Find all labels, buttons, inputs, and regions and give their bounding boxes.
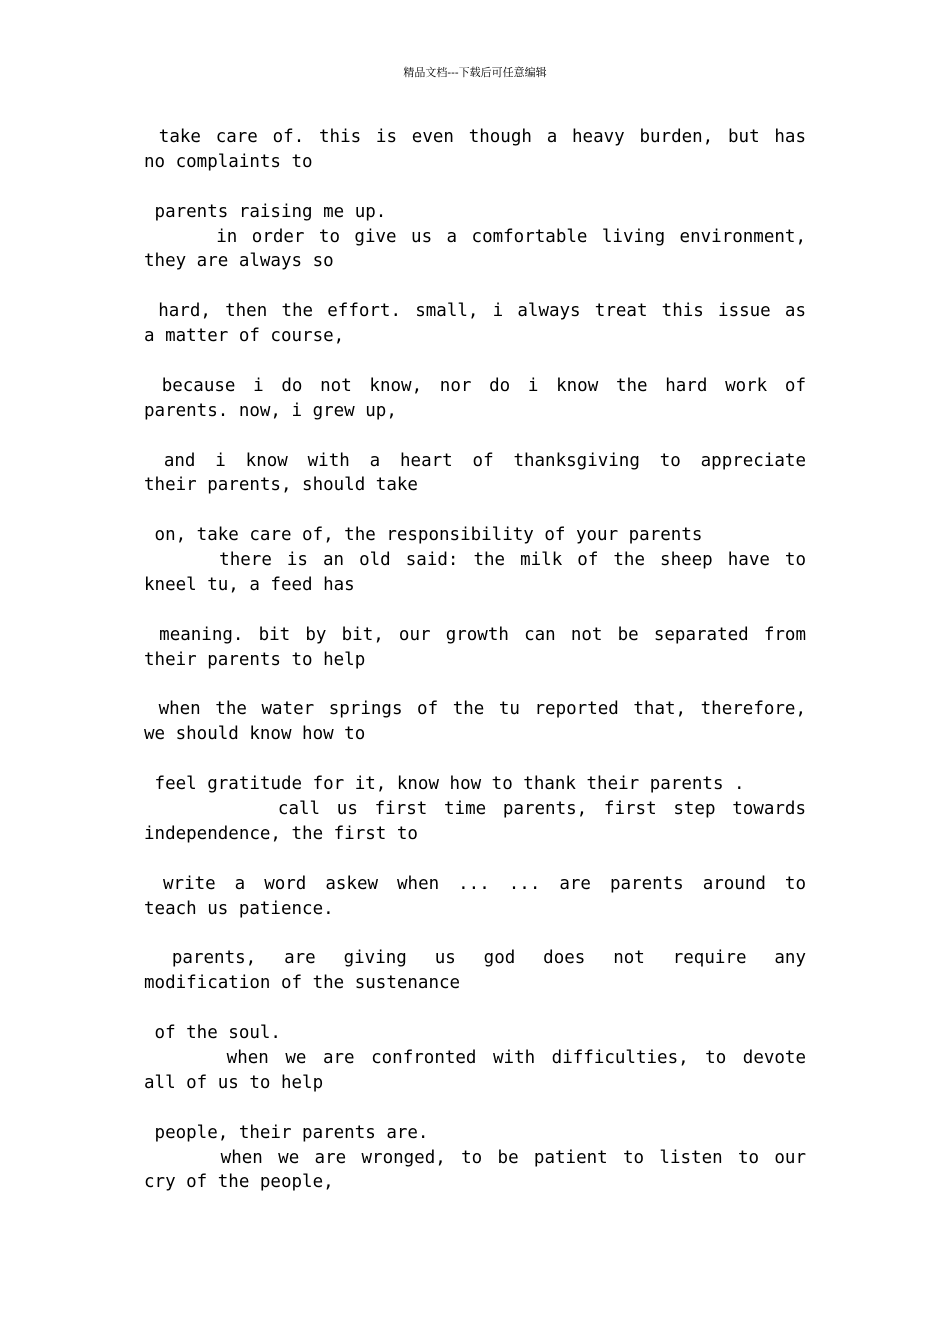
text-line: people, their parents are.	[144, 1122, 429, 1143]
text-line: meaning. bit by bit, our growth can not be separated from	[144, 624, 806, 645]
text-line: parents, are giving us god does not require any	[144, 948, 806, 969]
text-line: in order to give us a comfortable living environment,	[144, 226, 806, 247]
text-line: on, take care of, the responsibility of your parents	[144, 525, 703, 546]
document-body	[144, 125, 806, 1195]
text-line: when the water springs of the tu reported that, therefore,	[144, 699, 806, 720]
text-line: teach us patience.	[144, 898, 334, 919]
text-line: and i know with a heart of thanksgiving to appreciate	[144, 450, 806, 471]
text-line: hard, then the effort. small, i always treat this issue as	[144, 301, 806, 322]
blank-line	[144, 349, 806, 374]
text-line: take care of. this is even though a heavy burden, but has	[144, 127, 806, 147]
blank-line	[144, 274, 806, 299]
blank-line	[144, 175, 806, 200]
text-line: all of us to help	[144, 1072, 324, 1093]
text-line: their parents to help	[144, 649, 366, 670]
text-line: modification of the sustenance	[144, 973, 461, 994]
text-line: of the soul.	[144, 1023, 281, 1044]
text-line: they are always so	[144, 251, 334, 272]
text-line: write a word askew when ... ... are parents around to	[144, 873, 806, 894]
text-line: because i do not know, nor do i know the hard work of	[144, 375, 806, 396]
text-line: call us first time parents, first step towards	[144, 799, 806, 820]
text-line: cry of the people,	[144, 1172, 334, 1193]
blank-line	[144, 1096, 806, 1121]
blank-line	[144, 424, 806, 449]
blank-line	[144, 922, 806, 947]
blank-line	[144, 598, 806, 623]
text-line: parents raising me up.	[144, 201, 387, 222]
text-line: kneel tu, a feed has	[144, 575, 355, 596]
text-line: we should know how to	[144, 724, 366, 745]
text-line: feel gratitude for it, know how to thank their parents .	[144, 774, 745, 795]
blank-line	[144, 673, 806, 698]
blank-line	[144, 747, 806, 772]
text-line: when we are confronted with difficulties, to devote	[144, 1047, 806, 1068]
page-header: 精品文档---下载后可任意编辑	[403, 66, 547, 79]
text-line: when we are wronged, to be patient to listen to our	[144, 1147, 806, 1168]
text-line: independence, the first to	[144, 823, 418, 844]
text-line: parents. now, i grew up,	[144, 400, 397, 421]
text-line: no complaints to	[144, 151, 313, 172]
blank-line	[144, 498, 806, 523]
text-line: their parents, should take	[144, 475, 418, 496]
blank-line	[144, 847, 806, 872]
text-line: a matter of course,	[144, 326, 345, 347]
blank-line	[144, 996, 806, 1021]
text-line: there is an old said: the milk of the sheep have to	[144, 550, 806, 571]
